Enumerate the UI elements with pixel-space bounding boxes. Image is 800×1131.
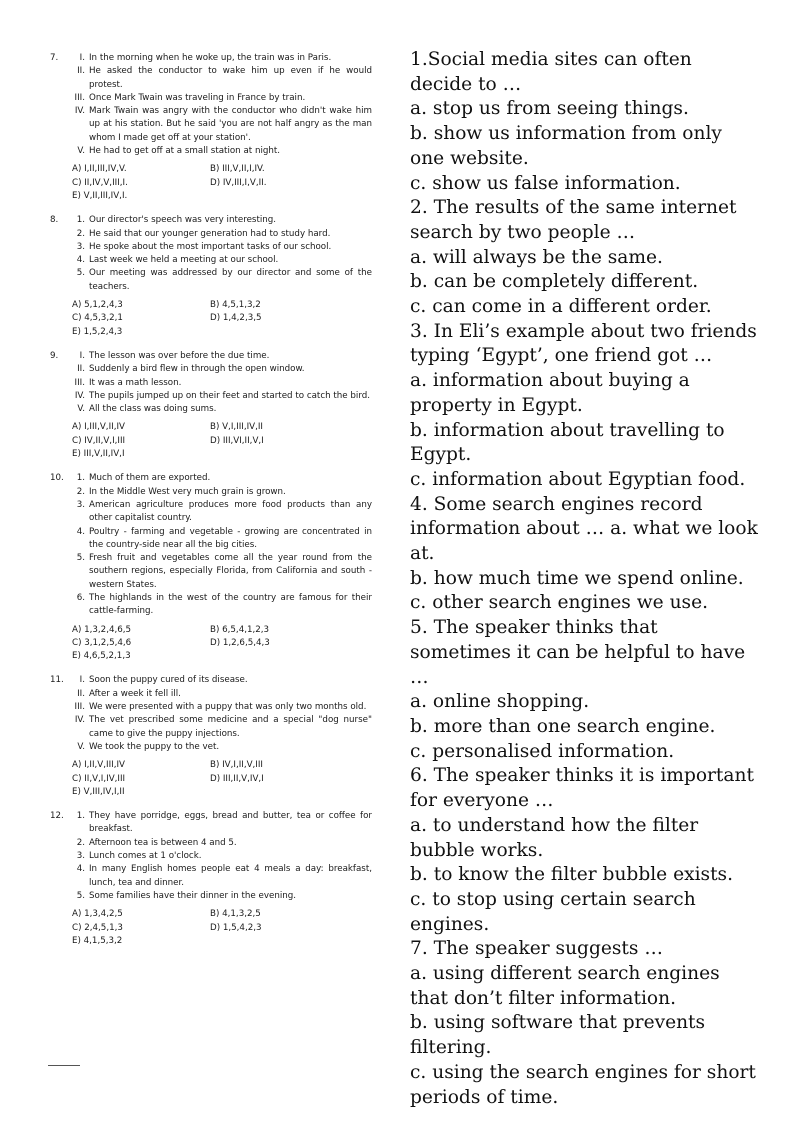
statement (72, 486, 372, 499)
answer-option: C) IV,II,V,I,III (72, 435, 126, 446)
statement-text: Much of them are exported. (89, 473, 211, 484)
statement-text: The highlands in the west of the country are famous for their cattle-farming. (89, 592, 372, 617)
statement (72, 714, 372, 741)
statement (72, 741, 372, 754)
answer-choice: b. more than one search engine. (410, 715, 716, 737)
question-body (72, 674, 372, 799)
question-block (50, 810, 372, 948)
answer-option: A) 1,3,4,2,5 (72, 909, 123, 920)
answer-choice: c. personalised information. (410, 740, 675, 762)
question-body (72, 52, 372, 203)
statement-number: 1. (76, 811, 85, 822)
answer-choice: b. information about travelling to Egypt. (410, 419, 725, 466)
statement-number: V. (77, 404, 85, 415)
answer-choice: c. information about Egyptian food. (410, 468, 746, 490)
statement-text: We were presented with a puppy that was only two months old. (89, 702, 367, 713)
question-row (50, 350, 372, 461)
statement-number: I. (79, 350, 85, 361)
statement-text: Poultry - farming and vegetable - growing are concentrated in the country-side near all the big cities. (89, 526, 372, 550)
answer-options (72, 421, 372, 461)
answer-choice: c. using the search engines for short periods of time. (410, 1061, 756, 1108)
statement (72, 390, 372, 403)
question-text: 3. In Eli’s example about two friends typing ‘Egypt’, one friend got … (410, 320, 757, 367)
answer-option: C) II,IV,V,III,I. (72, 177, 128, 188)
statement (72, 499, 372, 526)
statement-text: They have porridge, eggs, bread and butter, tea or coffee for breakfast. (89, 811, 372, 835)
statement (72, 92, 372, 105)
statement-text: He had to get off at a small station at night. (89, 146, 281, 157)
answer-options (72, 299, 372, 339)
answer-choice: b. using software that prevents filtering. (410, 1012, 706, 1059)
answer-choice: a. using different search engines that don’t filter information. (410, 963, 720, 1009)
statement-number: 4. (76, 255, 85, 266)
answer-choice: b. can be completely different. (410, 271, 699, 293)
question-block (50, 472, 372, 663)
statement-text: Fresh fruit and vegetables come all the year round from the southern regions, especially Florida, from California and south - western States. (89, 553, 372, 590)
answer-choice: a. stop us from seeing things. (410, 98, 689, 120)
statement (72, 863, 372, 890)
statement-text: Our meeting was addressed by our director and some of the teachers. (89, 268, 372, 292)
answer-choice: a. to understand how the filter bubble works. (410, 814, 699, 861)
statement (72, 254, 372, 267)
statement (72, 701, 372, 714)
statement (72, 228, 372, 241)
statement (72, 688, 372, 701)
statement-number: IV. (74, 715, 85, 726)
answer-choice: c. to stop using certain search engines. (410, 888, 696, 935)
statement (72, 472, 372, 485)
statement-number: III. (74, 377, 85, 388)
answer-option: A) I,II,V,III,IV (72, 760, 125, 771)
answer-options (72, 759, 372, 799)
statement-text: Mark Twain was angry with the conductor who didn't wake him up at his station. But he said 'you are not half angry as the man whom I made get off at your station'. (89, 106, 372, 143)
statement-text: He asked the conductor to wake him up even if he would protest. (89, 66, 372, 90)
statement (72, 145, 372, 158)
answer-options (72, 624, 372, 664)
question-row (50, 674, 372, 799)
statement-number: 2. (76, 486, 85, 497)
statement-number: II. (77, 364, 85, 375)
answer-choice: c. other search engines we use. (410, 592, 709, 614)
statement-text: American agriculture produces more food products than any other capitalist country. (89, 499, 372, 524)
statement-number: IV. (74, 390, 85, 401)
statement-text: All the class was doing sums. (89, 404, 217, 415)
question-text: 7. The speaker suggests … (410, 938, 663, 960)
statement (72, 674, 372, 687)
statement (72, 241, 372, 254)
left-question-column (50, 52, 372, 959)
answer-option: C) 4,5,3,2,1 (72, 313, 123, 324)
answer-option: A) 1,3,2,4,6,5 (72, 624, 132, 635)
question-number: 12. (50, 811, 64, 822)
answer-choice: c. can come in a different order. (410, 296, 712, 318)
answer-option: E) 4,1,5,3,2 (72, 935, 123, 946)
answer-option: A) I,II,III,IV,V. (72, 164, 127, 175)
question-body (72, 472, 372, 663)
statement (72, 105, 372, 145)
statement-number: 2. (76, 228, 85, 239)
statement (72, 810, 372, 837)
statement-number: III. (74, 92, 85, 103)
question-body (72, 810, 372, 948)
answer-option: A) 5,1,2,4,3 (72, 300, 123, 311)
statement-number: I. (79, 53, 85, 63)
answer-options (72, 908, 372, 948)
footnote-rule (48, 1065, 80, 1066)
answer-option: D) 1,5,4,2,3 (210, 922, 262, 933)
statement-text: In the morning when he woke up, the train was in Paris. (89, 53, 332, 63)
statement (72, 403, 372, 416)
question-number: 11. (50, 675, 64, 686)
answer-options (72, 163, 372, 203)
answer-choice: b. how much time we spend online. (410, 567, 744, 589)
answer-choice: a. will always be the same. (410, 246, 663, 268)
question-text: 2. The results of the same internet search by two people … (410, 197, 737, 243)
question-number: 7. (50, 53, 59, 63)
statement (72, 214, 372, 227)
answer-option: A) I,III,V,II,IV (72, 422, 125, 433)
answer-option: E) V,III,IV,I,II (72, 786, 125, 797)
statement-text: He spoke about the most important tasks of our school. (89, 241, 332, 252)
statement (72, 890, 372, 903)
question-text: 1.Social media sites can often decide to … (410, 49, 692, 95)
question-number: 10. (50, 473, 64, 484)
statement-number: IV. (74, 106, 85, 117)
statement-text: The vet prescribed some medicine and a special "dog nurse" came to give the puppy injections. (89, 715, 372, 739)
statement-number: 1. (76, 215, 85, 226)
statement (72, 350, 372, 363)
question-number: 9. (50, 350, 59, 361)
answer-option: B) 6,5,4,1,2,3 (210, 624, 270, 635)
question-row (50, 810, 372, 948)
statement-number: 4. (76, 526, 85, 537)
statement-text: He said that our younger generation had to study hard. (89, 228, 331, 239)
answer-option: B) 4,5,1,3,2 (210, 300, 261, 311)
statement-number: 5. (76, 268, 85, 279)
question-body (72, 350, 372, 461)
statement-text: We took the puppy to the vet. (89, 741, 220, 752)
statement-text: Suddenly a bird flew in through the open window. (89, 364, 305, 375)
statement-text: The pupils jumped up on their feet and started to catch the bird. (89, 390, 371, 401)
statement (72, 267, 372, 294)
question-text: 5. The speaker thinks that sometimes it can be helpful to have … (410, 617, 746, 688)
statement-text: Our director's speech was very interesting. (89, 215, 277, 226)
statement-number: III. (74, 702, 85, 713)
statement (72, 52, 372, 65)
statement-number: 3. (76, 241, 85, 252)
statement-text: In many English homes people eat 4 meals a day: breakfast, lunch, tea and dinner. (89, 864, 372, 888)
statement (72, 592, 372, 619)
statement-number: 3. (76, 499, 85, 510)
statement-number: 6. (76, 592, 85, 603)
statement-number: V. (77, 741, 85, 752)
answer-option: D) III,VI,II,V,I (210, 435, 264, 446)
answer-option: B) V,I,III,IV,II (210, 422, 263, 433)
statement-text: Last week we held a meeting at our school. (89, 255, 279, 266)
statement (72, 65, 372, 92)
question-block (50, 674, 372, 799)
statement-number: 2. (76, 837, 85, 848)
answer-option: D) III,II,V,IV,I (210, 773, 264, 784)
question-block (50, 52, 372, 203)
statement-number: 5. (76, 890, 85, 901)
answer-option: D) IV,III,I,V,II. (210, 177, 267, 188)
answer-option: E) 4,6,5,2,1,3 (72, 651, 131, 662)
statement-text: Once Mark Twain was traveling in France by train. (89, 92, 306, 103)
statement-text: Lunch comes at 1 o'clock. (89, 851, 202, 862)
answer-choice: a. information about buying a property in Egypt. (410, 370, 690, 416)
answer-option: B) III,V,II,I,IV. (210, 164, 265, 175)
answer-option: C) II,V,I,IV,III (72, 773, 126, 784)
answer-choice: c. show us false information. (410, 172, 681, 194)
statement (72, 837, 372, 850)
statement-number: I. (79, 675, 85, 686)
answer-option: D) 1,4,2,3,5 (210, 313, 262, 324)
answer-choice: b. to know the filter bubble exists. (410, 864, 733, 886)
answer-choice: b. show us information from only one website. (410, 123, 722, 169)
right-question-column (410, 48, 758, 1110)
answer-option: B) IV,I,II,V,III (210, 760, 263, 771)
question-block (50, 214, 372, 339)
question-block (50, 350, 372, 461)
question-body (72, 214, 372, 339)
question-row (50, 214, 372, 339)
statement-text: After a week it fell ill. (89, 688, 181, 699)
statement-text: Soon the puppy cured of its disease. (89, 675, 248, 686)
statement (72, 552, 372, 592)
statement (72, 526, 372, 553)
question-row (50, 472, 372, 663)
statement-number: II. (77, 688, 85, 699)
statement-number: II. (77, 66, 85, 77)
statement-number: V. (77, 146, 85, 157)
answer-option: E) 1,5,2,4,3 (72, 326, 123, 337)
statement-text: Some families have their dinner in the evening. (89, 890, 297, 901)
statement-number: 3. (76, 851, 85, 862)
statement (72, 377, 372, 390)
answer-option: D) 1,2,6,5,4,3 (210, 637, 270, 648)
statement (72, 363, 372, 376)
statement-number: 5. (76, 553, 85, 564)
statement (72, 850, 372, 863)
statement-text: The lesson was over before the due time. (89, 350, 270, 361)
statement-text: It was a math lesson. (89, 377, 182, 388)
question-text: 4. Some search engines record information about … a. what we look at. (410, 493, 758, 565)
answer-choice: a. online shopping. (410, 691, 590, 713)
statement-number: 1. (76, 473, 85, 484)
question-number: 8. (50, 215, 59, 226)
question-text: 6. The speaker thinks it is important for everyone … (410, 765, 754, 812)
answer-option: C) 2,4,5,1,3 (72, 922, 123, 933)
answer-option: B) 4,1,3,2,5 (210, 909, 261, 920)
statement-number: 4. (76, 864, 85, 875)
answer-option: E) V,II,III,IV,I. (72, 190, 128, 201)
statement-text: Afternoon tea is between 4 and 5. (89, 837, 237, 848)
statement-text: In the Middle West very much grain is grown. (89, 486, 286, 497)
answer-option: C) 3,1,2,5,4,6 (72, 637, 132, 648)
question-row (50, 52, 372, 203)
answer-option: E) III,V,II,IV,I (72, 449, 125, 460)
